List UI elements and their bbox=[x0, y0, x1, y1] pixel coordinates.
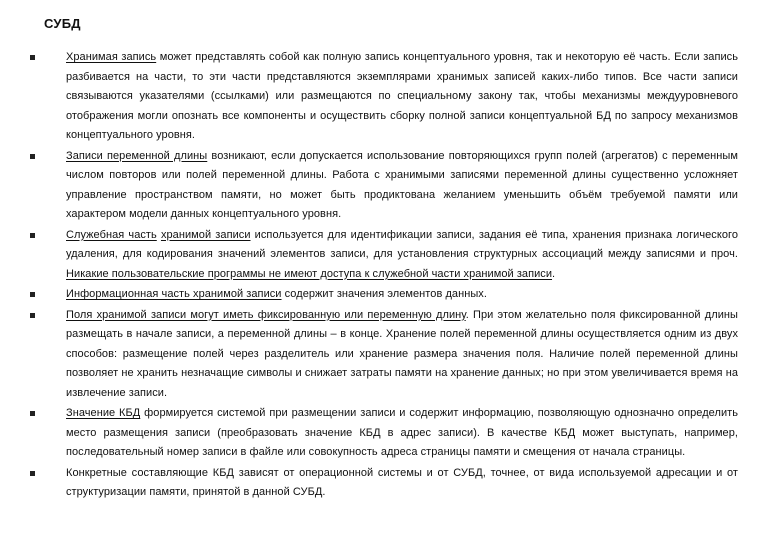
bullet-list bbox=[30, 48, 738, 503]
square-bullet-icon bbox=[30, 233, 35, 238]
list-item bbox=[30, 306, 738, 404]
list-item bbox=[30, 147, 738, 225]
item-text bbox=[66, 51, 738, 141]
square-bullet-icon bbox=[30, 313, 35, 318]
underlined-term: Информационная часть хранимой записи bbox=[66, 288, 282, 300]
underlined-term: хранимой записи bbox=[160, 228, 251, 241]
underlined-term: Служебная часть bbox=[66, 228, 157, 241]
text-fragment: содержит значения элементов данных. bbox=[281, 288, 487, 300]
list-item bbox=[30, 48, 738, 146]
list-item bbox=[30, 226, 738, 285]
square-bullet-icon bbox=[30, 411, 35, 416]
list-item bbox=[30, 464, 738, 503]
underlined-term: Записи переменной длины bbox=[66, 149, 208, 162]
underlined-term: Значение КБД bbox=[66, 407, 141, 419]
item-text bbox=[66, 467, 738, 499]
text-fragment: формируется системой при размещении записи и содержит информацию, позволяющую однозначно определить место размещения записи (преобразовать значение КБД в адрес записи). В качестве КБД может выступать, например, последовательный номер записи в файле или совокупность адреса страницы памяти и смещения от начала страницы. bbox=[66, 407, 739, 458]
square-bullet-icon bbox=[30, 154, 35, 159]
square-bullet-icon bbox=[30, 55, 35, 60]
text-fragment: может представлять собой как полную запись концептуального уровня, так и некоторую её часть. Если запись разбивается на части, то эти части представляются экземплярами хранимых записей каких-либо типов. Все части записи связываются указателями (ссылками) или размещаются по специальному закону так, чтобы механизмы междууровневого отображения могли опознать все компоненты и осуществить сборку полной записи концептуальной БД по запросу механизмов концептуального уровня. bbox=[66, 51, 739, 141]
square-bullet-icon bbox=[30, 471, 35, 476]
underlined-term: Никакие пользовательские программы не имеют доступа к служебной части хранимой записи bbox=[66, 267, 553, 280]
item-text bbox=[66, 407, 738, 458]
list-item bbox=[30, 285, 738, 305]
list-item bbox=[30, 404, 738, 463]
page-title: СУБД bbox=[44, 16, 81, 31]
underlined-term: Поля хранимой записи могут иметь фиксированную или переменную длину bbox=[66, 308, 466, 321]
item-text bbox=[66, 309, 738, 399]
text-fragment: . bbox=[552, 267, 556, 280]
item-text bbox=[66, 229, 738, 280]
underlined-term: Хранимая запись bbox=[66, 51, 157, 63]
text-fragment: . При этом желательно поля фиксированной длины размещать в начале записи, а переменной длины – в конце. Хранение полей переменной длины осуществляется одним из двух способов: размещение полей через разделитель или хранение размера значения поля. Наличие полей переменной длины позволяет не хранить незначащие символы и снижает затраты памяти на хранение данных; но при этом увеличивается время на извлечение записи. bbox=[66, 308, 738, 399]
item-text bbox=[66, 288, 487, 300]
text-fragment: Конкретные составляющие КБД зависят от операционной системы и от СУБД, точнее, от вида используемой адресации и от структуризации памяти, принятой в данной СУБД. bbox=[66, 466, 738, 498]
item-text bbox=[66, 150, 738, 221]
square-bullet-icon bbox=[30, 292, 35, 297]
text-fragment: используется для идентификации записи, задания её типа, хранения признака логического удаления, для кодирования значений элементов записи, для установления структурных ассоциаций между записями и проч. bbox=[66, 228, 738, 260]
text-fragment: возникают, если допускается использование повторяющихся групп полей (агрегатов) с переменным числом повторов или полей переменной длины. Работа с хранимыми записями переменной длины существенно усложняет управление пространством памяти, но может быть продиктована желанием уменьшить объём требуемой памяти или характером модели данных концептуального уровня. bbox=[66, 149, 738, 220]
